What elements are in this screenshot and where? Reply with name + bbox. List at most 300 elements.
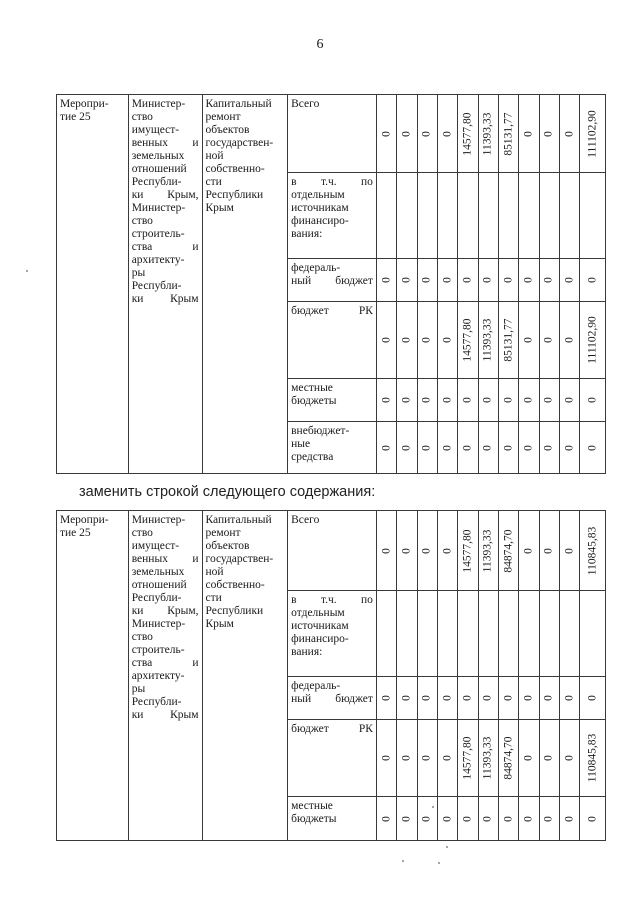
value-text: 85131,77 <box>502 111 515 156</box>
value-cell <box>519 591 539 677</box>
value-text: 0 <box>563 695 576 701</box>
budget-table-new <box>56 510 606 841</box>
measure-name-line: Крым <box>205 618 234 630</box>
value-cell <box>559 720 579 797</box>
executor-line: ки Крым <box>131 709 199 721</box>
executor-line: земельных <box>131 566 185 578</box>
value-cell <box>458 677 478 720</box>
replacement-instruction: заменить строкой следующего содержания: <box>79 484 376 500</box>
value-cell <box>397 797 417 841</box>
value-text: 0 <box>522 337 535 343</box>
value-text: 0 <box>441 397 454 403</box>
value-cell <box>376 797 396 841</box>
value-text: 0 <box>542 397 555 403</box>
value-cell <box>559 797 579 841</box>
value-text: 0 <box>441 815 454 822</box>
executor-line: ства и <box>131 241 199 253</box>
value-text: 0 <box>461 397 474 403</box>
value-cell <box>519 259 539 302</box>
value-cell <box>539 259 559 302</box>
value-cell <box>376 379 396 422</box>
funding-source-label <box>288 591 377 677</box>
value-text: 0 <box>481 444 494 451</box>
table-row <box>57 95 606 173</box>
value-text: 0 <box>563 815 576 822</box>
value-text: 0 <box>461 277 474 283</box>
value-text: 11393,33 <box>481 112 494 155</box>
funding-source-line: местные <box>291 800 333 812</box>
value-text: 0 <box>400 397 413 403</box>
value-text: 0 <box>380 444 393 451</box>
executor-line: строитель- <box>131 228 185 240</box>
value-cell <box>478 379 498 422</box>
measure-name-line: сти <box>205 176 222 188</box>
value-cell <box>397 259 417 302</box>
value-text: 11393,33 <box>481 736 494 780</box>
value-text: 0 <box>441 547 454 554</box>
value-cell <box>580 511 606 591</box>
funding-source-line: в т.ч. по <box>291 594 373 606</box>
value-cell <box>580 797 606 841</box>
value-text: 0 <box>522 755 535 761</box>
event-cell <box>57 511 129 841</box>
executor-cell <box>128 511 202 841</box>
executor-line: имущест- <box>131 540 180 552</box>
value-text: 0 <box>542 337 555 343</box>
value-cell <box>376 302 396 379</box>
value-cell <box>498 422 518 474</box>
value-cell <box>539 302 559 379</box>
value-cell <box>397 173 417 259</box>
value-text: 0 <box>461 695 474 701</box>
measure-name-line: Республики <box>205 189 264 201</box>
funding-source-line: бюджеты <box>291 813 337 825</box>
value-cell <box>478 302 498 379</box>
funding-source-line: ный бюджет <box>291 693 373 705</box>
funding-source-line: Всего <box>291 98 320 110</box>
value-text: 0 <box>400 130 413 137</box>
value-text: 0 <box>420 130 433 137</box>
funding-source-line: в т.ч. по <box>291 176 373 188</box>
funding-source-line: отдельным <box>291 189 345 201</box>
value-cell <box>376 720 396 797</box>
value-text: 0 <box>542 277 555 283</box>
value-cell <box>417 259 437 302</box>
value-text: 0 <box>441 277 454 283</box>
value-text: 0 <box>563 130 576 137</box>
value-text: 0 <box>441 337 454 343</box>
measure-name-line: ной <box>205 566 224 578</box>
value-cell <box>437 422 457 474</box>
value-cell <box>539 173 559 259</box>
value-cell <box>559 511 579 591</box>
value-cell <box>437 379 457 422</box>
measure-name-line: Крым <box>205 202 234 214</box>
value-text: 110845,83 <box>586 526 599 575</box>
executor-line: ры <box>131 683 146 695</box>
value-cell <box>519 422 539 474</box>
measure-name-line: Капитальный <box>205 514 272 526</box>
value-text: 0 <box>586 444 599 451</box>
value-cell <box>498 797 518 841</box>
executor-line: строитель- <box>131 644 185 656</box>
value-text: 0 <box>420 755 433 761</box>
funding-source-line: внебюджет- <box>291 425 350 437</box>
value-cell <box>458 720 478 797</box>
value-text: 0 <box>542 444 555 451</box>
value-cell <box>559 173 579 259</box>
value-text: 0 <box>563 444 576 451</box>
funding-source-line: федераль- <box>291 680 341 692</box>
value-cell <box>498 591 518 677</box>
value-cell <box>559 591 579 677</box>
value-cell <box>519 379 539 422</box>
value-cell <box>559 422 579 474</box>
value-cell <box>478 173 498 259</box>
funding-source-label <box>288 95 377 173</box>
executor-line: Министер- <box>131 514 186 526</box>
measure-name-line: Республики <box>205 605 264 617</box>
value-cell <box>458 422 478 474</box>
value-cell <box>539 591 559 677</box>
value-text: 0 <box>522 444 535 451</box>
value-cell <box>539 677 559 720</box>
value-cell <box>559 259 579 302</box>
value-cell <box>437 591 457 677</box>
value-text: 0 <box>522 130 535 137</box>
value-cell <box>417 677 437 720</box>
value-text: 0 <box>380 277 393 283</box>
value-cell <box>417 95 437 173</box>
value-cell <box>519 511 539 591</box>
value-text: 11393,33 <box>481 318 494 362</box>
value-cell <box>437 511 457 591</box>
value-text: 0 <box>380 337 393 343</box>
measure-name-line: ремонт <box>205 527 241 539</box>
measure-name-line: государствен- <box>205 553 274 565</box>
value-text: 0 <box>441 695 454 701</box>
value-text: 0 <box>400 815 413 822</box>
executor-line: венных и <box>131 553 199 565</box>
value-cell <box>478 797 498 841</box>
value-text: 0 <box>481 695 494 701</box>
value-cell <box>559 302 579 379</box>
value-cell <box>478 511 498 591</box>
event-line: Меропри- <box>60 514 109 526</box>
value-cell <box>539 797 559 841</box>
funding-source-line: бюджет РК <box>291 723 373 735</box>
funding-source-line: источникам <box>291 620 349 632</box>
value-cell <box>498 302 518 379</box>
value-text: 0 <box>542 695 555 701</box>
value-cell <box>458 797 478 841</box>
value-text: 0 <box>522 815 535 822</box>
value-text: 0 <box>542 815 555 822</box>
value-cell <box>498 511 518 591</box>
value-cell <box>376 259 396 302</box>
executor-line: Министер- <box>131 618 186 630</box>
value-cell <box>519 720 539 797</box>
funding-source-line: отдельным <box>291 607 345 619</box>
executor-line: Республи- <box>131 176 182 188</box>
value-cell <box>458 591 478 677</box>
funding-source-label <box>288 422 377 474</box>
value-text: 0 <box>380 130 393 137</box>
executor-line: ство <box>131 527 153 539</box>
funding-source-label <box>288 173 377 259</box>
funding-source-line: бюджеты <box>291 395 337 407</box>
value-cell <box>397 95 417 173</box>
value-cell <box>519 173 539 259</box>
value-cell <box>478 591 498 677</box>
value-cell <box>417 422 437 474</box>
value-cell <box>397 379 417 422</box>
value-text: 0 <box>586 815 599 822</box>
value-text: 0 <box>502 815 515 822</box>
value-cell <box>458 511 478 591</box>
table-row <box>57 511 606 591</box>
value-cell <box>417 511 437 591</box>
value-cell <box>580 173 606 259</box>
value-cell <box>376 173 396 259</box>
value-cell <box>417 591 437 677</box>
value-cell <box>376 95 396 173</box>
value-cell <box>580 422 606 474</box>
value-text: 0 <box>420 337 433 343</box>
value-cell <box>498 677 518 720</box>
value-cell <box>498 720 518 797</box>
value-cell <box>580 591 606 677</box>
value-text: 0 <box>522 277 535 283</box>
executor-line: архитекту- <box>131 670 185 682</box>
value-cell <box>458 173 478 259</box>
value-text: 0 <box>586 397 599 403</box>
event-line: тие 25 <box>60 111 91 123</box>
value-cell <box>417 302 437 379</box>
value-text: 14577,80 <box>461 528 474 573</box>
measure-name-line: собственно- <box>205 579 265 591</box>
funding-source-line: финансиро- <box>291 633 349 645</box>
value-cell <box>478 677 498 720</box>
value-text: 0 <box>441 444 454 451</box>
executor-line: венных и <box>131 137 199 149</box>
value-cell <box>417 173 437 259</box>
value-cell <box>539 422 559 474</box>
value-text: 0 <box>380 547 393 554</box>
value-text: 0 <box>522 547 535 554</box>
executor-line: ки Крым, <box>131 189 199 201</box>
executor-line: ки Крым <box>131 293 199 305</box>
value-cell <box>478 422 498 474</box>
value-cell <box>417 720 437 797</box>
value-text: 0 <box>380 815 393 822</box>
value-text: 0 <box>400 755 413 761</box>
value-cell <box>559 677 579 720</box>
funding-source-line: местные <box>291 382 333 394</box>
value-cell <box>397 591 417 677</box>
value-text: 0 <box>542 547 555 554</box>
value-text: 0 <box>563 277 576 283</box>
value-cell <box>437 259 457 302</box>
value-cell <box>458 95 478 173</box>
measure-name-line: сти <box>205 592 222 604</box>
value-text: 0 <box>563 397 576 403</box>
value-cell <box>376 511 396 591</box>
value-cell <box>580 379 606 422</box>
value-text: 85131,77 <box>502 318 515 362</box>
value-cell <box>417 797 437 841</box>
value-text: 0 <box>563 337 576 343</box>
value-text: 0 <box>542 130 555 137</box>
measure-name-line: Капитальный <box>205 98 272 110</box>
value-cell <box>417 379 437 422</box>
value-text: 0 <box>400 444 413 451</box>
value-cell <box>519 677 539 720</box>
executor-line: отношений <box>131 163 187 175</box>
value-text: 110845,83 <box>586 733 599 783</box>
value-text: 14577,80 <box>461 111 474 156</box>
value-text: 0 <box>441 130 454 137</box>
value-text: 0 <box>380 755 393 761</box>
measure-name-cell <box>202 511 288 841</box>
value-text: 0 <box>420 815 433 822</box>
value-text: 0 <box>563 755 576 761</box>
value-cell <box>437 677 457 720</box>
value-cell <box>580 95 606 173</box>
value-text: 0 <box>522 695 535 701</box>
executor-line: имущест- <box>131 124 180 136</box>
value-text: 0 <box>420 397 433 403</box>
value-cell <box>397 302 417 379</box>
page-number: 6 <box>316 37 324 52</box>
executor-line: земельных <box>131 150 185 162</box>
value-cell <box>376 591 396 677</box>
value-text: 0 <box>586 277 599 283</box>
measure-name-line: государствен- <box>205 137 274 149</box>
value-cell <box>498 259 518 302</box>
funding-source-line: ный бюджет <box>291 275 373 287</box>
value-cell <box>519 797 539 841</box>
executor-line: Республи- <box>131 592 182 604</box>
value-cell <box>458 259 478 302</box>
measure-name-line: ной <box>205 150 224 162</box>
funding-source-line: вания: <box>291 228 323 240</box>
value-text: 0 <box>481 277 494 283</box>
funding-source-label <box>288 720 377 797</box>
executor-line: Министер- <box>131 98 186 110</box>
executor-line: ство <box>131 631 153 643</box>
executor-line: архитекту- <box>131 254 185 266</box>
value-cell <box>397 511 417 591</box>
funding-source-line: источникам <box>291 202 349 214</box>
executor-line: ры <box>131 267 146 279</box>
funding-source-line: финансиро- <box>291 215 349 227</box>
measure-name-line: объектов <box>205 540 250 552</box>
funding-source-label <box>288 379 377 422</box>
value-cell <box>498 379 518 422</box>
value-cell <box>376 422 396 474</box>
value-text: 0 <box>400 547 413 554</box>
value-text: 0 <box>522 397 535 403</box>
value-cell <box>437 720 457 797</box>
executor-line: Республи- <box>131 280 182 292</box>
funding-source-line: ные <box>291 438 311 450</box>
funding-source-line: Всего <box>291 514 320 526</box>
executor-line: Министер- <box>131 202 186 214</box>
value-text: 0 <box>502 277 515 283</box>
funding-source-line: средства <box>291 451 334 463</box>
value-text: 0 <box>542 755 555 761</box>
measure-name-line: собственно- <box>205 163 265 175</box>
value-text: 0 <box>400 695 413 701</box>
value-text: 0 <box>502 397 515 403</box>
value-text: 11393,33 <box>481 529 494 572</box>
event-cell <box>57 95 129 474</box>
funding-source-label <box>288 677 377 720</box>
measure-name-line: объектов <box>205 124 250 136</box>
value-cell <box>519 95 539 173</box>
funding-source-line: федераль- <box>291 262 341 274</box>
value-cell <box>437 302 457 379</box>
value-cell <box>437 173 457 259</box>
value-cell <box>458 379 478 422</box>
value-text: 0 <box>420 547 433 554</box>
executor-cell <box>128 95 202 474</box>
value-cell <box>478 95 498 173</box>
funding-source-label <box>288 302 377 379</box>
value-cell <box>559 95 579 173</box>
value-cell <box>559 379 579 422</box>
event-line: Меропри- <box>60 98 109 110</box>
value-cell <box>397 422 417 474</box>
event-line: тие 25 <box>60 527 91 539</box>
measure-name-line: ремонт <box>205 111 241 123</box>
value-cell <box>539 95 559 173</box>
value-text: 0 <box>420 444 433 451</box>
executor-line: ство <box>131 111 153 123</box>
value-cell <box>580 720 606 797</box>
value-text: 0 <box>563 547 576 554</box>
value-text: 0 <box>420 277 433 283</box>
value-cell <box>539 511 559 591</box>
value-text: 0 <box>380 397 393 403</box>
value-text: 14577,80 <box>461 736 474 780</box>
funding-source-label <box>288 259 377 302</box>
budget-table-old <box>56 94 606 474</box>
value-text: 0 <box>586 695 599 701</box>
value-cell <box>397 720 417 797</box>
value-cell <box>580 302 606 379</box>
value-text: 0 <box>461 815 474 822</box>
value-cell <box>437 95 457 173</box>
value-text: 0 <box>420 695 433 701</box>
executor-line: ки Крым, <box>131 605 199 617</box>
value-text: 0 <box>481 397 494 403</box>
value-text: 0 <box>380 695 393 701</box>
value-cell <box>580 259 606 302</box>
value-text: 111102,90 <box>586 109 599 158</box>
executor-line: отношений <box>131 579 187 591</box>
value-text: 0 <box>481 815 494 822</box>
value-cell <box>519 302 539 379</box>
value-cell <box>437 797 457 841</box>
value-text: 0 <box>400 337 413 343</box>
value-text: 84874,70 <box>502 736 515 780</box>
value-text: 84874,70 <box>502 528 515 573</box>
executor-line: Республи- <box>131 696 182 708</box>
value-cell <box>580 677 606 720</box>
funding-source-label <box>288 511 377 591</box>
